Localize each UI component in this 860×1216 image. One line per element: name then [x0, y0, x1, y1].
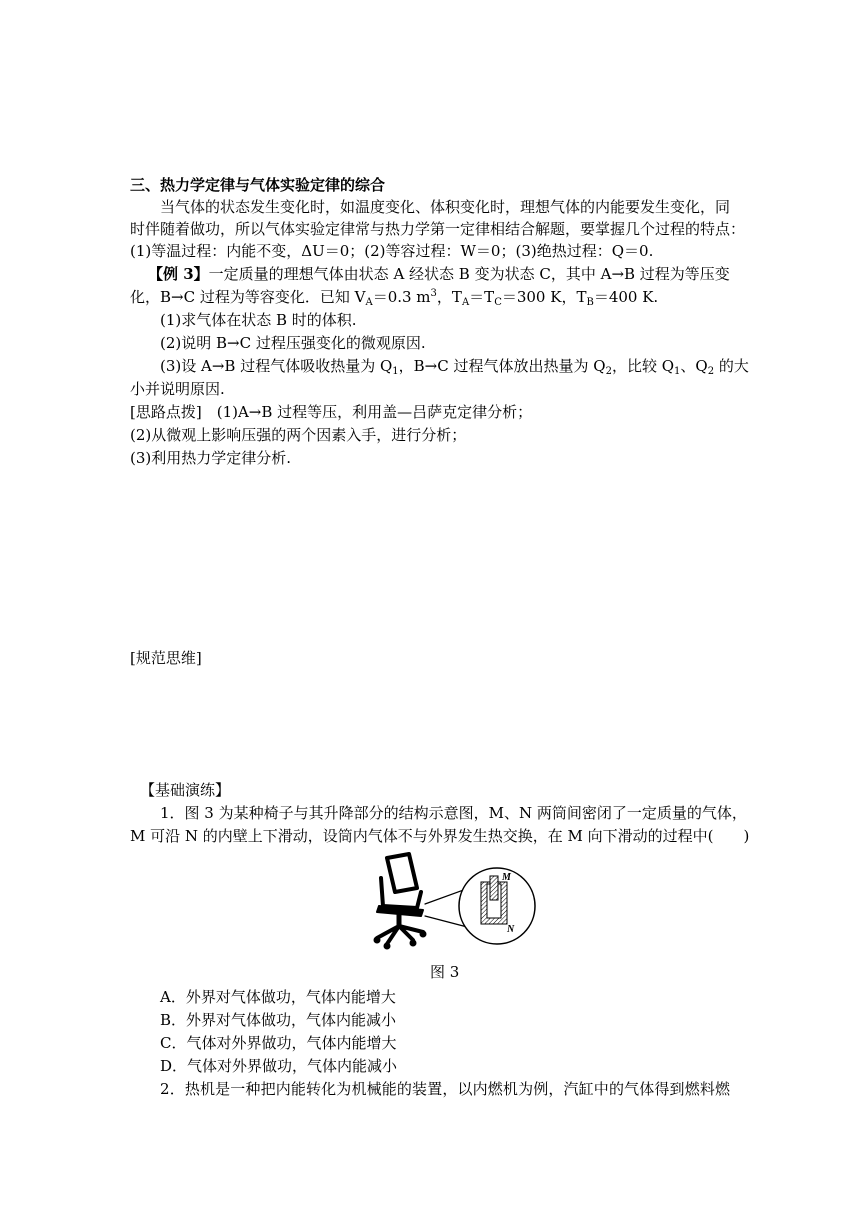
intro-line-2: 时伴随着做功，所以气体实验定律常与热力学第一定律相结合解题，要掌握几个过程的特点：: [130, 220, 746, 238]
intro-line-1: 当气体的状态发生变化时，如温度变化、体积变化时，理想气体的内能要发生变化，同: [160, 198, 731, 216]
label-n: N: [507, 924, 515, 935]
example3-line-2: 化，B→C 过程为等容变化．已知 $V_A=0.3$ $m^3$，$T_A=T_C=300$ K，$T_B=400$ K.: [130, 288, 659, 308]
option-c: C．气体对外界做功，气体内能增大: [160, 1034, 397, 1052]
example3-label: 【例 3】: [148, 265, 209, 283]
example3-question-2: (2)说明 B→C 过程压强变化的微观原因.: [160, 334, 426, 352]
hint-line-3: (3)利用热力学定律分析.: [130, 449, 292, 467]
example3-question-1: (1)求气体在状态 B 时的体积.: [160, 311, 357, 329]
option-a: A．外界对气体做功，气体内能增大: [160, 988, 396, 1006]
cylinder-detail: [481, 876, 507, 924]
example3-question-3: (3)设 A→B 过程气体吸收热量为 $Q_1$，B→C 过程气体放出热量为 $Q_2$，比较 $Q_1$、$Q_2$ 的大: [160, 357, 749, 377]
option-b: B．外界对气体做功，气体内能减小: [160, 1011, 397, 1029]
practice-heading: 【基础演练】: [140, 781, 231, 799]
section-heading: 三、热力学定律与气体实验定律的综合: [130, 176, 386, 194]
chair-drawing: [374, 854, 471, 949]
example3-question-3-cont: 小并说明原因.: [130, 380, 225, 398]
thinking-label: [规范思维]: [130, 649, 202, 667]
hint-line-2: (2)从微观上影响压强的两个因素入手，进行分析；: [130, 426, 467, 444]
hint-label: [思路点拨]: [130, 403, 202, 421]
hint-line-1: [思路点拨] (1)A→B 过程等压，利用盖—吕萨克定律分析；: [130, 403, 533, 421]
problem-2-line-1: 2．热机是一种把内能转化为机械能的装置，以内燃机为例，汽缸中的气体得到燃料燃: [160, 1080, 730, 1098]
label-m: M: [502, 872, 511, 883]
example3-line-1: [148, 263, 730, 285]
option-d: D．气体对外界做功，气体内能减小: [160, 1057, 398, 1075]
example3-text-1: 一定质量的理想气体由状态 A 经状态 B 变为状态 C，其中 A→B 过程为等压变: [208, 265, 730, 283]
figure-caption: 图 3: [430, 963, 460, 981]
problem-1-line-1: 1．图 3 为某种椅子与其升降部分的结构示意图，M、N 两筒间密闭了一定质量的气体，: [160, 804, 747, 822]
chair-diagram: [365, 848, 555, 953]
intro-line-3: (1)等温过程：内能不变，ΔU＝0；(2)等容过程：W＝0；(3)绝热过程：Q＝0.: [130, 242, 654, 260]
problem-1-line-2: M 可沿 N 的内壁上下滑动，设筒内气体不与外界发生热交换，在 M 向下滑动的过程中( ): [130, 827, 750, 845]
